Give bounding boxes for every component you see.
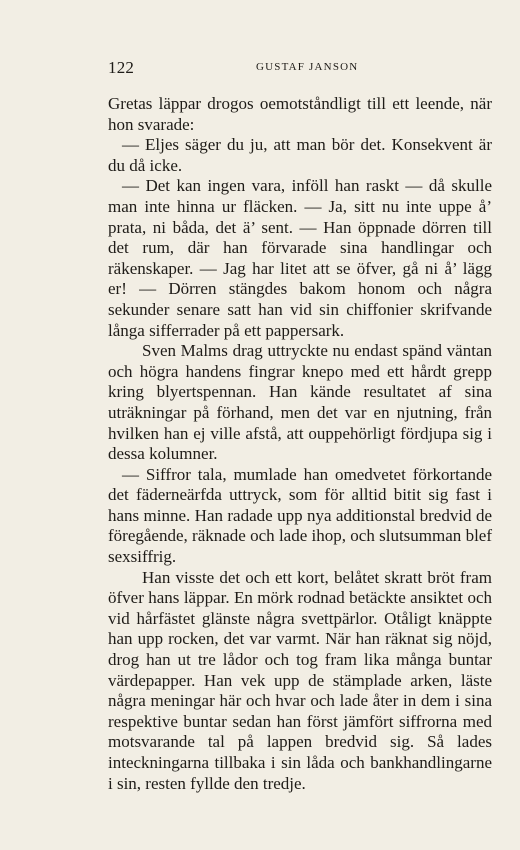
page-number: 122 bbox=[108, 58, 135, 77]
body-text bbox=[108, 94, 492, 794]
paragraph-6: Han visste det och ett kort, belåtet skratt bröt fram öfver hans läppar. En mörk rodnad betäckte ansiktet och vid hårfästet glänste några svettpärlor. Otåligt knäppte han upp rocken, det var varmt. När han räknat sig nöjd, drog han ut tre lådor och tog fram lika många buntar värdepapper. Han vek upp de stämplade arken, läste några meningar här och hvar och lade åter in dem i sina respektive buntar sedan han först jämfört siffrorna med motsvarande tal på lappen bredvid sig. Så lades inteckningarna tillbaka i sin låda och bankhandlingarne i sin, resten fyllde den tredje. bbox=[108, 567, 492, 793]
paragraph-2: — Eljes säger du ju, att man bör det. Konsekvent är du då icke. bbox=[108, 135, 492, 175]
paragraph-3: — Det kan ingen vara, inföll han raskt — då skulle man inte hinna ur fläcken. — Ja, sitt nu inte uppe å’ prata, ni båda, det ä’ sent. — Han öppnade dörren till det rum, där han förvarade sina handlingar och räkenskaper. — Jag har litet att se öfver, gå ni å’ lägg er! — Dörren stängdes bakom honom och några sekunder senare satt han vid sin chiffonier skrifvande långa sifferrader på ett pappersark. bbox=[108, 176, 492, 340]
paragraph-1: Gretas läppar drogos oemotståndligt till ett leende, när hon svarade: bbox=[108, 94, 492, 134]
paragraph-5: — Siffror tala, mumlade han omedvetet förkortande det fäderneärfda uttryck, som för alltid bitit sig fast i hans minne. Han radade upp nya additionstal bredvid de föregående, räknade och lade ihop, och slutsumman blef sexsiffrig. bbox=[108, 464, 492, 567]
page-header bbox=[108, 58, 490, 80]
running-head: GUSTAF JANSON bbox=[256, 61, 359, 73]
paragraph-4: Sven Malms drag uttryckte nu endast spänd väntan och högra handens fingrar knepo med ett hårdt grepp kring blyertspennan. Han kände resultatet af sina uträkningar på förhand, men det var en njutning, från hvilken han ej ville afstå, att ouppehörligt fördjupa sig i dessa kolumner. bbox=[108, 341, 492, 464]
